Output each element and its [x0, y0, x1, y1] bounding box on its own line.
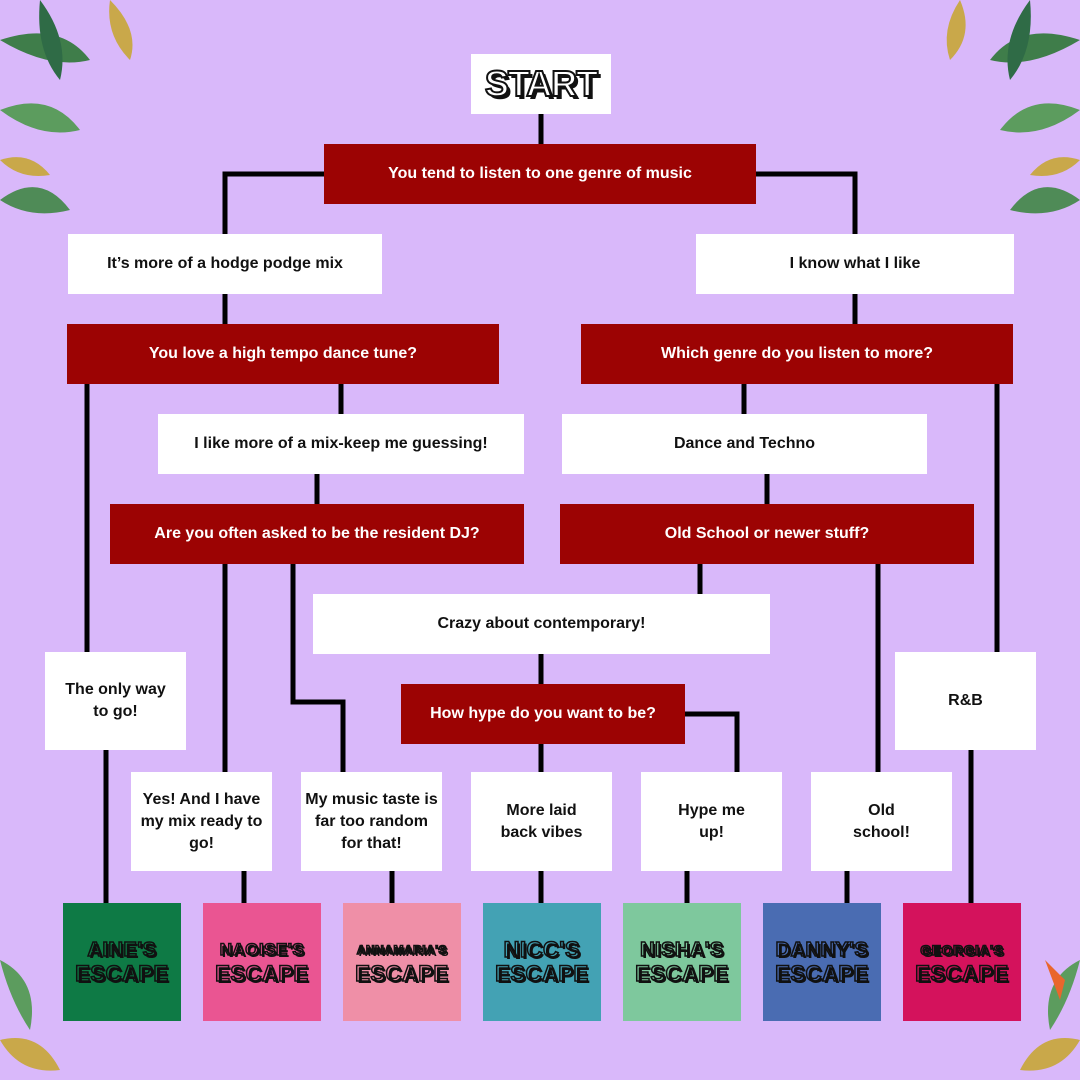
answer-rnb: R&B — [895, 652, 1036, 750]
answer-hodge-podge: It’s more of a hodge podge mix — [68, 234, 382, 294]
answer-contemporary: Crazy about contemporary! — [313, 594, 770, 654]
escape-name: ANNAMARIA'S — [356, 943, 448, 957]
escape-suffix: ESCAPE — [215, 961, 309, 986]
escape-suffix: ESCAPE — [775, 961, 869, 986]
question-one-genre: You tend to listen to one genre of music — [324, 144, 756, 204]
answer-only-way: The only way to go! — [45, 652, 186, 750]
answer-hype-me-up: Hype me up! — [641, 772, 782, 871]
start-node — [471, 54, 611, 114]
escape-name: NISHA'S — [640, 939, 724, 961]
start-label: START — [484, 63, 598, 104]
escape-tile-danny — [763, 903, 881, 1021]
answer-old-school: Old school! — [811, 772, 952, 871]
answer-laid-back: More laid back vibes — [471, 772, 612, 871]
question-old-or-new: Old School or newer stuff? — [560, 504, 974, 564]
answer-too-random: My music taste is far too random for that! — [301, 772, 442, 871]
escape-name: DANNY'S — [775, 939, 869, 961]
answer-know-what-i-like: I know what I like — [696, 234, 1014, 294]
escape-tile-annamaria — [343, 903, 461, 1021]
escape-tile-naoise — [203, 903, 321, 1021]
answer-mix-ready: Yes! And I have my mix ready to go! — [131, 772, 272, 871]
question-which-genre: Which genre do you listen to more? — [581, 324, 1013, 384]
escape-suffix: ESCAPE — [495, 961, 589, 986]
answer-keep-me-guessing: I like more of a mix-keep me guessing! — [158, 414, 524, 474]
escape-tile-georgia — [903, 903, 1021, 1021]
escape-suffix: ESCAPE — [915, 961, 1009, 986]
question-resident-dj: Are you often asked to be the resident DJ? — [110, 504, 524, 564]
escape-suffix: ESCAPE — [355, 961, 449, 986]
escape-name: NAOISE'S — [219, 940, 305, 959]
escape-name: NICC'S — [503, 937, 581, 962]
escape-tile-nicc — [483, 903, 601, 1021]
escape-name: AINE'S — [87, 939, 157, 961]
escape-suffix: ESCAPE — [75, 961, 169, 986]
escape-tile-aine — [63, 903, 181, 1021]
escape-suffix: ESCAPE — [635, 961, 729, 986]
answer-dance-techno: Dance and Techno — [562, 414, 927, 474]
question-high-tempo: You love a high tempo dance tune? — [67, 324, 499, 384]
escape-name: GEORGIA'S — [920, 942, 1004, 958]
question-how-hype: How hype do you want to be? — [401, 684, 685, 744]
escape-tile-nisha — [623, 903, 741, 1021]
